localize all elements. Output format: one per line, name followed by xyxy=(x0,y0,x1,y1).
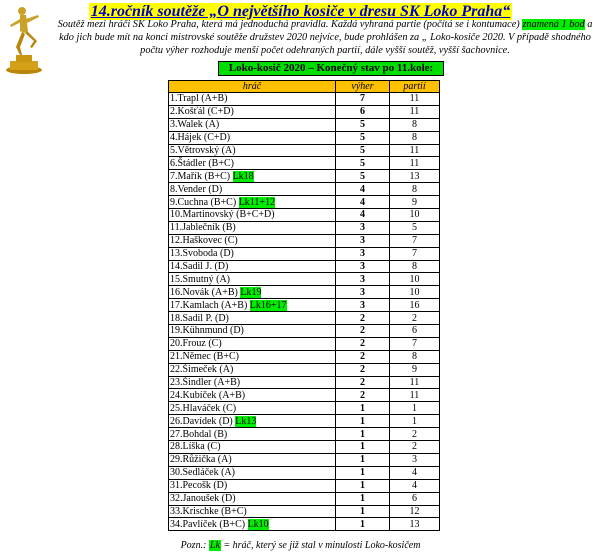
player-name: 7.Mařík (B+C) Lk18 xyxy=(169,170,336,183)
player-name: 16.Novák (A+B) Lk19 xyxy=(169,286,336,299)
column-header-player: hráč xyxy=(169,81,336,93)
wins-cell: 5 xyxy=(336,131,390,144)
footnote: Pozn.: Lk = hráč, který se již stal v minulosti Loko-kosičem xyxy=(180,540,421,551)
past-winner-tag: Lk16+17 xyxy=(249,299,287,311)
wins-cell: 1 xyxy=(336,479,390,492)
past-winner-tag: Lk13 xyxy=(235,415,257,427)
table-row xyxy=(169,118,440,131)
games-cell: 2 xyxy=(390,428,440,441)
wins-cell: 4 xyxy=(336,196,390,209)
player-name: 9.Cuchna (B+C) Lk11+12 xyxy=(169,196,336,209)
player-name: 2.Košťál (C+D) xyxy=(169,105,336,118)
games-cell: 2 xyxy=(390,312,440,325)
table-row xyxy=(169,350,440,363)
past-winner-tag: Lk11+12 xyxy=(238,196,276,208)
games-cell: 4 xyxy=(390,466,440,479)
table-row xyxy=(169,337,440,350)
wins-cell: 3 xyxy=(336,286,390,299)
table-row xyxy=(169,415,440,428)
table-row xyxy=(169,209,440,222)
games-cell: 10 xyxy=(390,273,440,286)
past-winner-tag: Lk10 xyxy=(247,518,269,530)
games-cell: 6 xyxy=(390,492,440,505)
player-name: 30.Sedláček (A) xyxy=(169,466,336,479)
games-cell: 4 xyxy=(390,479,440,492)
games-cell: 10 xyxy=(390,209,440,222)
player-name: 26.Davídek (D) Lk13 xyxy=(169,415,336,428)
wins-cell: 1 xyxy=(336,518,390,531)
table-row xyxy=(169,247,440,260)
standings-subtitle: Loko-kosič 2020 – Konečný stav po 11.kole: xyxy=(218,61,444,76)
wins-cell: 2 xyxy=(336,350,390,363)
games-cell: 8 xyxy=(390,260,440,273)
games-cell: 16 xyxy=(390,299,440,312)
player-name: 28.Líška (C) xyxy=(169,441,336,454)
games-cell: 11 xyxy=(390,376,440,389)
table-row xyxy=(169,170,440,183)
wins-cell: 1 xyxy=(336,453,390,466)
wins-cell: 1 xyxy=(336,466,390,479)
games-cell: 13 xyxy=(390,170,440,183)
table-row xyxy=(169,286,440,299)
games-cell: 11 xyxy=(390,105,440,118)
table-row xyxy=(169,105,440,118)
games-cell: 11 xyxy=(390,157,440,170)
wins-cell: 1 xyxy=(336,492,390,505)
wins-cell: 2 xyxy=(336,325,390,338)
player-name: 24.Kubíček (A+B) xyxy=(169,389,336,402)
player-name: 19.Kühnmund (D) xyxy=(169,325,336,338)
wins-cell: 1 xyxy=(336,428,390,441)
games-cell: 13 xyxy=(390,518,440,531)
player-name: 14.Sadil J. (D) xyxy=(169,260,336,273)
column-header-games: partií xyxy=(390,81,440,93)
wins-cell: 2 xyxy=(336,337,390,350)
wins-cell: 3 xyxy=(336,260,390,273)
wins-cell: 2 xyxy=(336,376,390,389)
footnote-tag: Lk xyxy=(209,540,220,551)
player-name: 6.Štádler (B+C) xyxy=(169,157,336,170)
standings-table xyxy=(168,80,440,531)
games-cell: 8 xyxy=(390,350,440,363)
table-row xyxy=(169,325,440,338)
games-cell: 11 xyxy=(390,144,440,157)
table-row xyxy=(169,363,440,376)
games-cell: 7 xyxy=(390,247,440,260)
wins-cell: 4 xyxy=(336,209,390,222)
table-row xyxy=(169,273,440,286)
games-cell: 10 xyxy=(390,286,440,299)
player-name: 31.Pecošk (D) xyxy=(169,479,336,492)
wins-cell: 5 xyxy=(336,170,390,183)
page-title: 14.ročník soutěže „O největšího kosiče v dresu SK Loko Praha“ xyxy=(90,3,511,20)
table-header-row xyxy=(169,81,440,93)
player-name: 21.Němec (B+C) xyxy=(169,350,336,363)
table-row xyxy=(169,157,440,170)
table-row xyxy=(169,376,440,389)
games-cell: 11 xyxy=(390,93,440,106)
wins-cell: 2 xyxy=(336,389,390,402)
player-name: 18.Sadil P. (D) xyxy=(169,312,336,325)
wins-cell: 5 xyxy=(336,144,390,157)
player-name: 1.Trapl (A+B) xyxy=(169,93,336,106)
wins-cell: 3 xyxy=(336,221,390,234)
player-name: 8.Vender (D) xyxy=(169,183,336,196)
player-name: 32.Janoušek (D) xyxy=(169,492,336,505)
wins-cell: 5 xyxy=(336,157,390,170)
past-winner-tag: Lk18 xyxy=(232,170,254,182)
table-row xyxy=(169,428,440,441)
player-name: 23.Šindler (A+B) xyxy=(169,376,336,389)
table-row xyxy=(169,492,440,505)
wins-cell: 3 xyxy=(336,299,390,312)
table-row xyxy=(169,441,440,454)
player-name: 34.Pavlíček (B+C) Lk10 xyxy=(169,518,336,531)
wins-cell: 1 xyxy=(336,402,390,415)
table-row xyxy=(169,453,440,466)
wins-cell: 5 xyxy=(336,118,390,131)
player-name: 15.Smutný (A) xyxy=(169,273,336,286)
table-row xyxy=(169,93,440,106)
table-row xyxy=(169,221,440,234)
games-cell: 8 xyxy=(390,131,440,144)
wins-cell: 1 xyxy=(336,415,390,428)
table-row xyxy=(169,131,440,144)
games-cell: 2 xyxy=(390,441,440,454)
player-name: 29.Růžička (A) xyxy=(169,453,336,466)
table-row xyxy=(169,505,440,518)
column-header-wins: výher xyxy=(336,81,390,93)
player-name: 4.Hájek (C+D) xyxy=(169,131,336,144)
wins-cell: 6 xyxy=(336,105,390,118)
player-name: 17.Kamlach (A+B) Lk16+17 xyxy=(169,299,336,312)
player-name: 13.Svoboda (D) xyxy=(169,247,336,260)
table-row xyxy=(169,299,440,312)
games-cell: 11 xyxy=(390,389,440,402)
table-row xyxy=(169,196,440,209)
games-cell: 6 xyxy=(390,325,440,338)
player-name: 3.Walek (A) xyxy=(169,118,336,131)
player-name: 10.Martinovský (B+C+D) xyxy=(169,209,336,222)
player-name: 5.Větrovský (A) xyxy=(169,144,336,157)
games-cell: 9 xyxy=(390,196,440,209)
table-row xyxy=(169,312,440,325)
table-row xyxy=(169,466,440,479)
player-name: 33.Krischke (B+C) xyxy=(169,505,336,518)
games-cell: 8 xyxy=(390,183,440,196)
table-row xyxy=(169,479,440,492)
table-row xyxy=(169,144,440,157)
player-name: 11.Jablečník (B) xyxy=(169,221,336,234)
wins-cell: 2 xyxy=(336,312,390,325)
player-name: 12.Haškovec (C) xyxy=(169,234,336,247)
player-name: 25.Hlaváček (C) xyxy=(169,402,336,415)
games-cell: 1 xyxy=(390,402,440,415)
past-winner-tag: Lk19 xyxy=(240,286,262,298)
wins-cell: 2 xyxy=(336,363,390,376)
wins-cell: 3 xyxy=(336,247,390,260)
table-row xyxy=(169,260,440,273)
intro-text: Soutěž mezi hráči SK Loko Praha, která má jednoduchá pravidla. Každá vyhraná partie (počítá se i kontumace) znamená 1 bod a kdo jich bude mít na konci mistrovské soutěže družstev 2020 nejvíce, bude prohlášen za „ Loko-kosiče 2020. V případě shodného počtu výher rozhoduje menší počet odehraných partií, dále vyšší soutěž, vyšší šachovnice. xyxy=(57,19,593,56)
games-cell: 12 xyxy=(390,505,440,518)
table-row xyxy=(169,183,440,196)
table-row xyxy=(169,234,440,247)
player-name: 20.Frouz (C) xyxy=(169,337,336,350)
wins-cell: 1 xyxy=(336,505,390,518)
games-cell: 7 xyxy=(390,337,440,350)
games-cell: 1 xyxy=(390,415,440,428)
wins-cell: 3 xyxy=(336,234,390,247)
table-row xyxy=(169,518,440,531)
games-cell: 3 xyxy=(390,453,440,466)
games-cell: 7 xyxy=(390,234,440,247)
player-name: 27.Bohdal (B) xyxy=(169,428,336,441)
games-cell: 9 xyxy=(390,363,440,376)
games-cell: 5 xyxy=(390,221,440,234)
wins-cell: 3 xyxy=(336,273,390,286)
wins-cell: 4 xyxy=(336,183,390,196)
table-row xyxy=(169,389,440,402)
table-row xyxy=(169,402,440,415)
games-cell: 8 xyxy=(390,118,440,131)
player-name: 22.Šimeček (A) xyxy=(169,363,336,376)
wins-cell: 1 xyxy=(336,441,390,454)
wins-cell: 7 xyxy=(336,93,390,106)
intro-highlight: znamená 1 bod xyxy=(522,19,585,30)
